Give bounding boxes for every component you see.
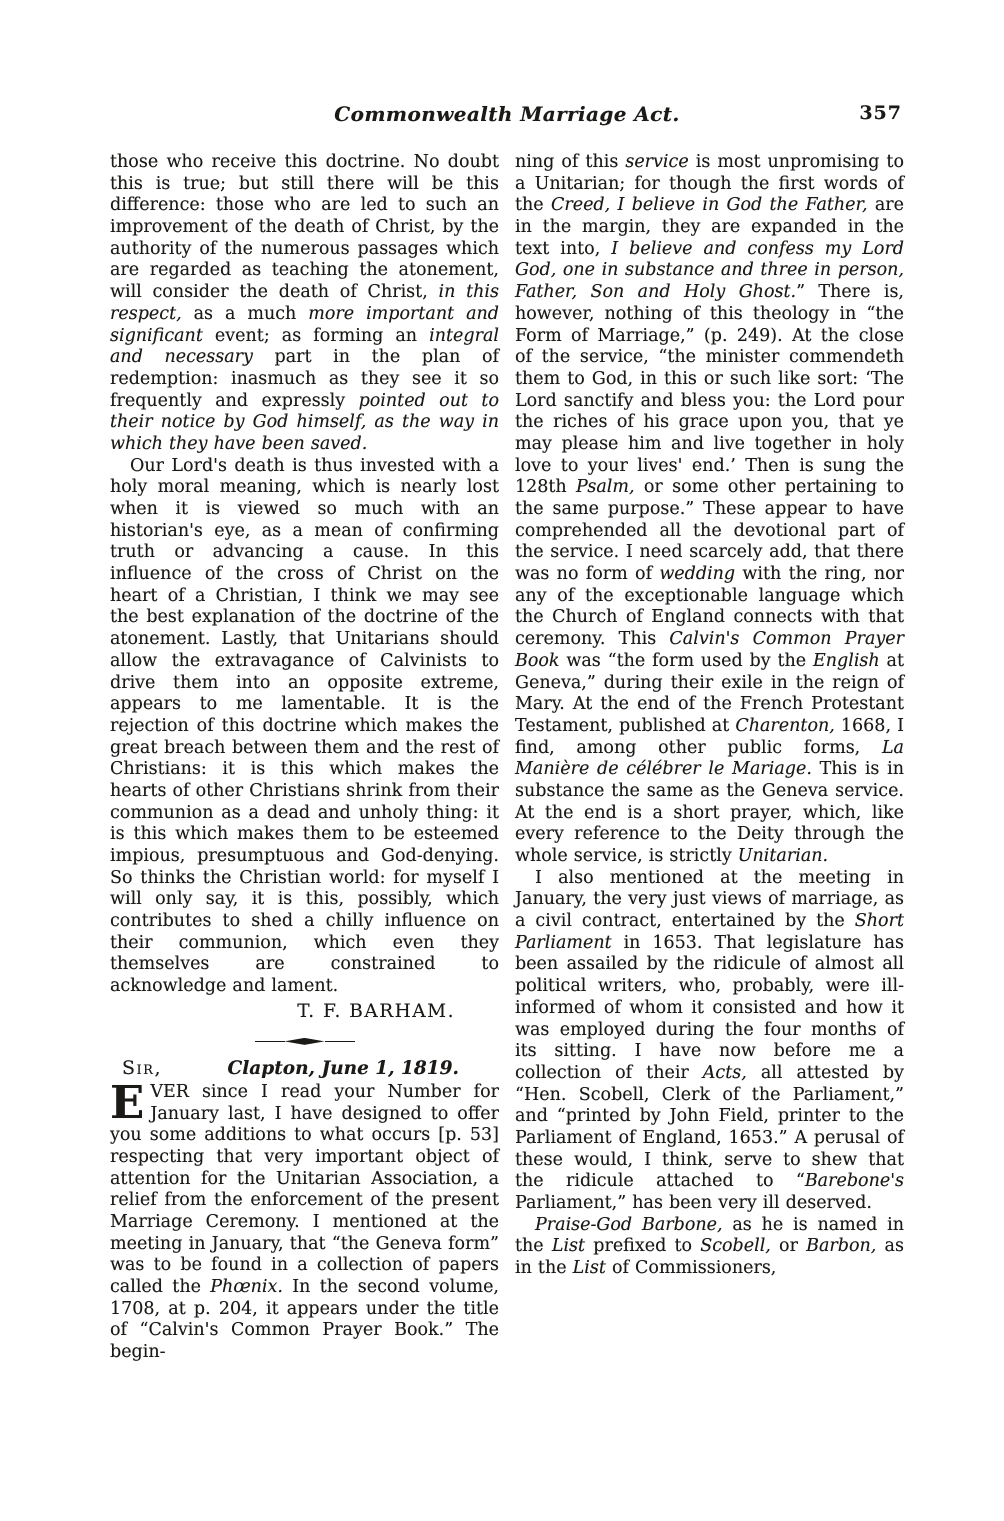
paragraph: Praise-God Barbone, as he is named in the List prefixed to Scobell, or Barbon, as in the List of Commissioners, [515,1214,904,1279]
author-signature: T. F. BARHAM. [297,1000,455,1022]
rule-line-left [255,1041,285,1043]
right-column [515,152,904,1364]
letter-opening-paragraph [110,1075,499,1364]
salutation-sir: Sir, [122,1056,162,1079]
two-column-layout [110,152,904,1364]
paragraph: I also mentioned at the meeting in January, the very just views of marriage, as a civil contract, entertained by the Short Parliament in 1653. That legislature has been assailed by the ridicule of almost all political writers, who, probably, were ill-informed of whom it consisted and how it was employed during the four months of its sitting. I have now before me a collection of their Acts, all attested by “Hen. Scobell, Clerk of the Parliament,” and “printed by John Field, printer to the Parliament of England, 1653.” A perusal of these would, I think, serve to shew that the ridicule attached to “Barebone's Parliament,” has been very ill deserved. [515,867,904,1213]
running-title: Commonwealth Marriage Act. [334,102,680,126]
page-number: 357 [859,102,902,124]
swelled-rule-icon [285,1038,325,1045]
section-divider [110,1038,499,1045]
letter-text: VER since I read your Number for January last, I have designed to offer you some additions to what occurs [p. 53] respecting that very important object of attention for the Unitarian Association, a relief from the enforcement of the present Marriage Ceremony. I mentioned at the meeting in January, that “the Geneva form” was to be found in a collection of papers called the Phœnix. In the second volume, 1708, at p. 204, it appears under the title of “Calvin's Common Prayer Book.” The begin- [110,1081,499,1363]
page-header [110,102,904,130]
letter-salutation [110,1057,499,1079]
paragraph: Our Lord's death is thus invested with a holy moral meaning, which is nearly lost when it is viewed so much with an historian's eye, as a mean of confirming truth or advancing a cause. In this influence of the cross of Christ on the heart of a Christian, I think we may see the best explanation of the doctrine of the atonement. Lastly, that Unitarians should allow the extravagance of Calvinists to drive them into an opposite extreme, appears to me lamentable. It is the rejection of this doctrine which makes the great breach between them and the rest of Christians: it is this which makes the hearts of other Christians shrink from their communion as a dead and unholy thing: it is this which makes them to be esteemed impious, presumptuous and God-denying. So thinks the Christian world: for myself I will only say, it is this, possibly, which contributes to shed a chilly influence on their communion, which even they themselves are constrained to acknowledge and lament. [110,455,499,997]
drop-cap: E [110,1075,145,1129]
rule-line-right [325,1041,355,1043]
letter-dateline: Clapton, June 1, 1819. [227,1057,459,1079]
paragraph-continuation: ning of this service is most unpromising to a Unitarian; for though the first words of the Creed, I believe in God the Father, are in the margin, they are expanded in the text into, I believe and confess my Lord God, one in substance and three in person, Father, Son and Holy Ghost.” There is, however, nothing of this theology in “the Form of Marriage,” (p. 249). At the close of the service, “the minister commendeth them to God, in this or such like sort: ‘The Lord sanctify and bless you: the Lord pour the riches of his grace upon you, that ye may please him and live together in holy love to your lives' end.’ Then is sung the 128th Psalm, or some other pertaining to the same purpose.” These appear to have comprehended all the devotional part of the service. I need scarcely add, that there was no form of wedding with the ring, nor any of the exceptionable language which the Church of England connects with that ceremony. This Calvin's Common Prayer Book was “the form used by the English at Geneva,” during their exile in the reign of Mary. At the end of the French Protestant Testament, published at Charenton, 1668, I find, among other public forms, La Manière de célébrer le Mariage. This is in substance the same as the Geneva service. At the end is a short prayer, which, like every reference to the Deity through the whole service, is strictly Unitarian. [515,152,905,866]
left-column [110,152,499,1364]
paragraph-continuation: those who receive this doctrine. No doubt this is true; but still there will be this difference: those who are led to such an improvement of the death of Christ, by the authority of the numerous passages which are regarded as teaching the atonement, will consider the death of Christ, in this respect, as a much more important and significant event; as forming an integral and necessary part in the plan of redemption: inasmuch as they see it so frequently and expressly pointed out to their notice by God himself, as the way in which they have been saved. [110,152,499,454]
